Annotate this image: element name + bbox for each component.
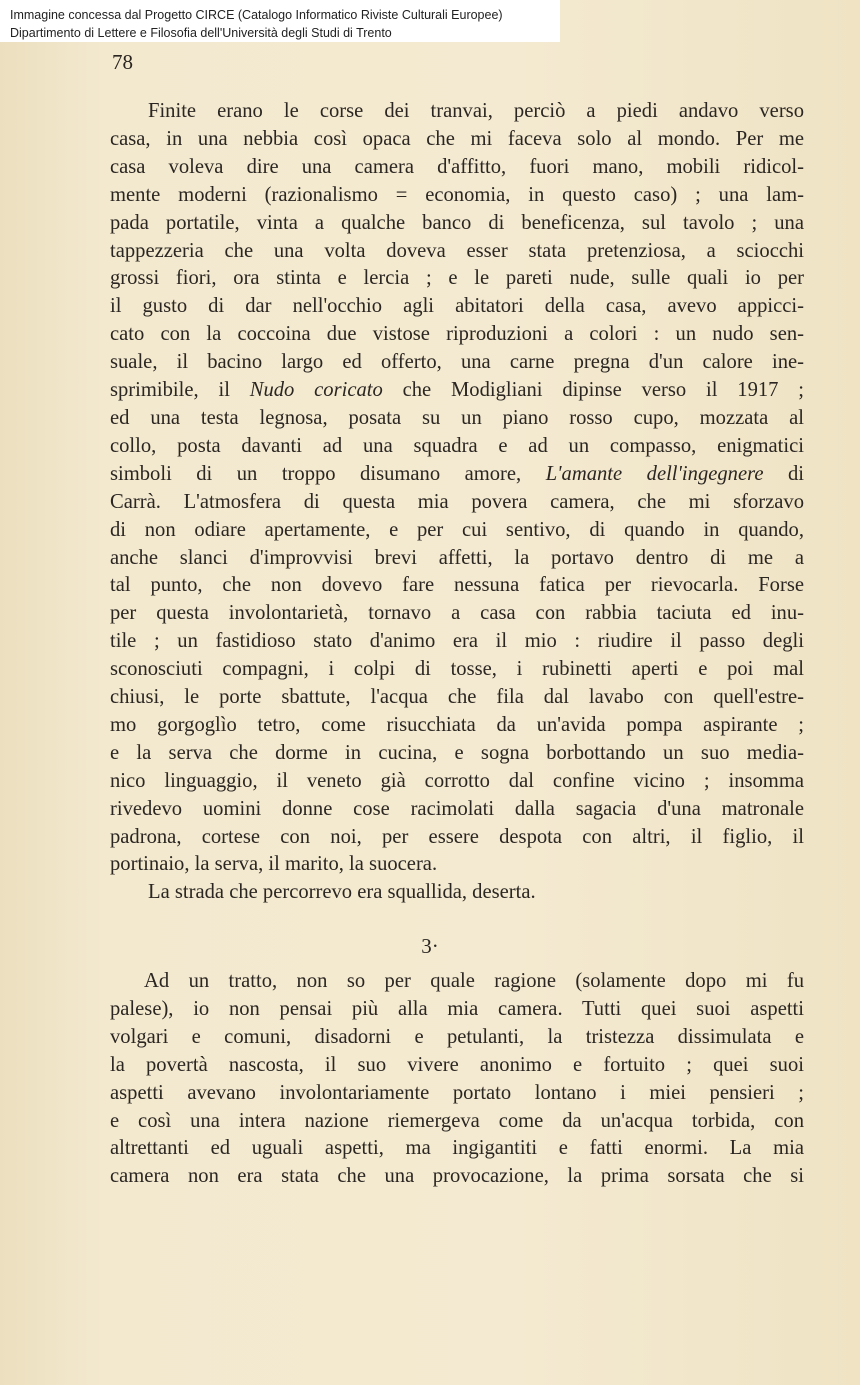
- image-credit: [0, 0, 560, 42]
- body-text-block-2: [110, 968, 804, 1191]
- text-line: cato con la coccoina due vistose riproduzioni a colori : un nudo sen-: [110, 323, 804, 346]
- text-line: Finite erano le corse dei tranvai, perciò a piedi andavo verso: [148, 100, 804, 122]
- text-line: portinaio, la serva, il marito, la suocera.: [110, 853, 438, 876]
- text-line: e la serva che dorme in cucina, e sogna borbottando un suo media-: [110, 741, 804, 764]
- text-line: per questa involontarietà, tornavo a casa con rabbia taciuta ed inu-: [110, 602, 804, 625]
- text-line: suale, il bacino largo ed offerto, una carne pregna d'un calore ine-: [110, 351, 804, 374]
- text-line: padrona, cortese con noi, per essere despota con altri, il figlio, il: [110, 825, 804, 848]
- text-line: la povertà nascosta, il suo vivere anonimo e fortuito ; quei suoi: [110, 1053, 804, 1076]
- text-line: grossi fiori, ora stinta e lercia ; e le pareti nude, sulle quali io per: [110, 267, 804, 290]
- text-line: il gusto di dar nell'occhio agli abitatori della casa, avevo appicci-: [110, 295, 804, 318]
- credit-line-2: Dipartimento di Lettere e Filosofia dell'Università degli Studi di Trento: [10, 26, 392, 40]
- text-line: tal punto, che non dovevo fare nessuna fatica per rievocarla. Forse: [110, 574, 804, 597]
- painting-title-amante-ingegnere: L'amante dell'ingegnere: [545, 462, 764, 485]
- text-line: rivedevo uomini donne cose racimolati dalla sagacia d'una matronale: [110, 797, 804, 820]
- text-line: pada portatile, vinta a qualche banco di beneficenza, sul tavolo ; una: [110, 211, 804, 234]
- text-line: altrettanti ed uguali aspetti, ma ingigantiti e fatti enormi. La mia: [110, 1137, 804, 1160]
- text-line: casa, in una nebbia così opaca che mi faceva solo al mondo. Per me: [110, 127, 804, 150]
- credit-line-1: Immagine concessa dal Progetto CIRCE (Catalogo Informatico Riviste Culturali Europee): [10, 8, 503, 22]
- text-line: mente moderni (razionalismo = economia, in questo caso) ; una lam-: [110, 183, 804, 206]
- text-line: e così una intera nazione riemergeva come da un'acqua torbida, con: [110, 1109, 804, 1132]
- text-line: mo gorgoglìo tetro, come risucchiata da un'avida pompa aspirante ;: [110, 713, 804, 736]
- text-line: sconosciuti compagni, i colpi di tosse, i rubinetti aperti e poi mal: [110, 658, 804, 681]
- text-fragment: che Modigliani dipinse verso il 1917 ;: [382, 379, 805, 402]
- text-line: anche slanci d'improvvisi brevi affetti, la portavo dentro di me a: [110, 546, 804, 569]
- text-line: La strada che percorrevo era squallida, deserta.: [148, 881, 536, 904]
- text-line: aspetti avevano involontariamente portato lontano i miei pensieri ;: [110, 1081, 804, 1104]
- text-line-with-italic: [110, 377, 804, 405]
- text-line: tappezzeria che una volta doveva esser stata pretenziosa, a sciocchi: [110, 239, 804, 262]
- text-fragment: simboli di un troppo disumano amore,: [110, 462, 546, 485]
- text-line: tile ; un fastidioso stato d'animo era il mio : riudire il passo degli: [110, 630, 804, 653]
- text-fragment: sprimibile, il: [110, 379, 250, 402]
- text-line: camera non era stata che una provocazione, la prima sorsata che si: [110, 1165, 804, 1188]
- text-line: Ad un tratto, non so per quale ragione (solamente dopo mi fu: [144, 970, 804, 992]
- text-line: nico linguaggio, il veneto già corrotto dal confine vicino ; insomma: [110, 769, 804, 792]
- painting-title-nudo-coricato: Nudo coricato: [249, 379, 383, 402]
- page-number: 78: [112, 50, 133, 74]
- text-line: volgari e comuni, disadorni e petulanti, la tristezza dissimulata e: [110, 1025, 804, 1048]
- text-fragment: di: [763, 462, 805, 485]
- text-line: chiusi, le porte sbattute, l'acqua che fila dal lavabo con quell'estre-: [110, 686, 804, 709]
- text-line-with-italic: [110, 461, 804, 489]
- text-line: ed una testa legnosa, posata su un piano rosso cupo, mozzata al: [110, 406, 804, 429]
- text-line: palese), io non pensai più alla mia camera. Tutti quei suoi aspetti: [110, 997, 804, 1020]
- text-line: collo, posta davanti ad una squadra e ad un compasso, enigmatici: [110, 434, 804, 457]
- text-line: di non odiare apertamente, e per cui sentivo, di quando in quando,: [110, 518, 804, 541]
- text-line: casa voleva dire una camera d'affitto, fuori mano, mobili ridicol-: [110, 155, 804, 178]
- text-line: Carrà. L'atmosfera di questa mia povera camera, che mi sforzavo: [110, 490, 804, 513]
- section-number: 3·: [421, 934, 439, 958]
- body-text-block-1: [110, 98, 804, 907]
